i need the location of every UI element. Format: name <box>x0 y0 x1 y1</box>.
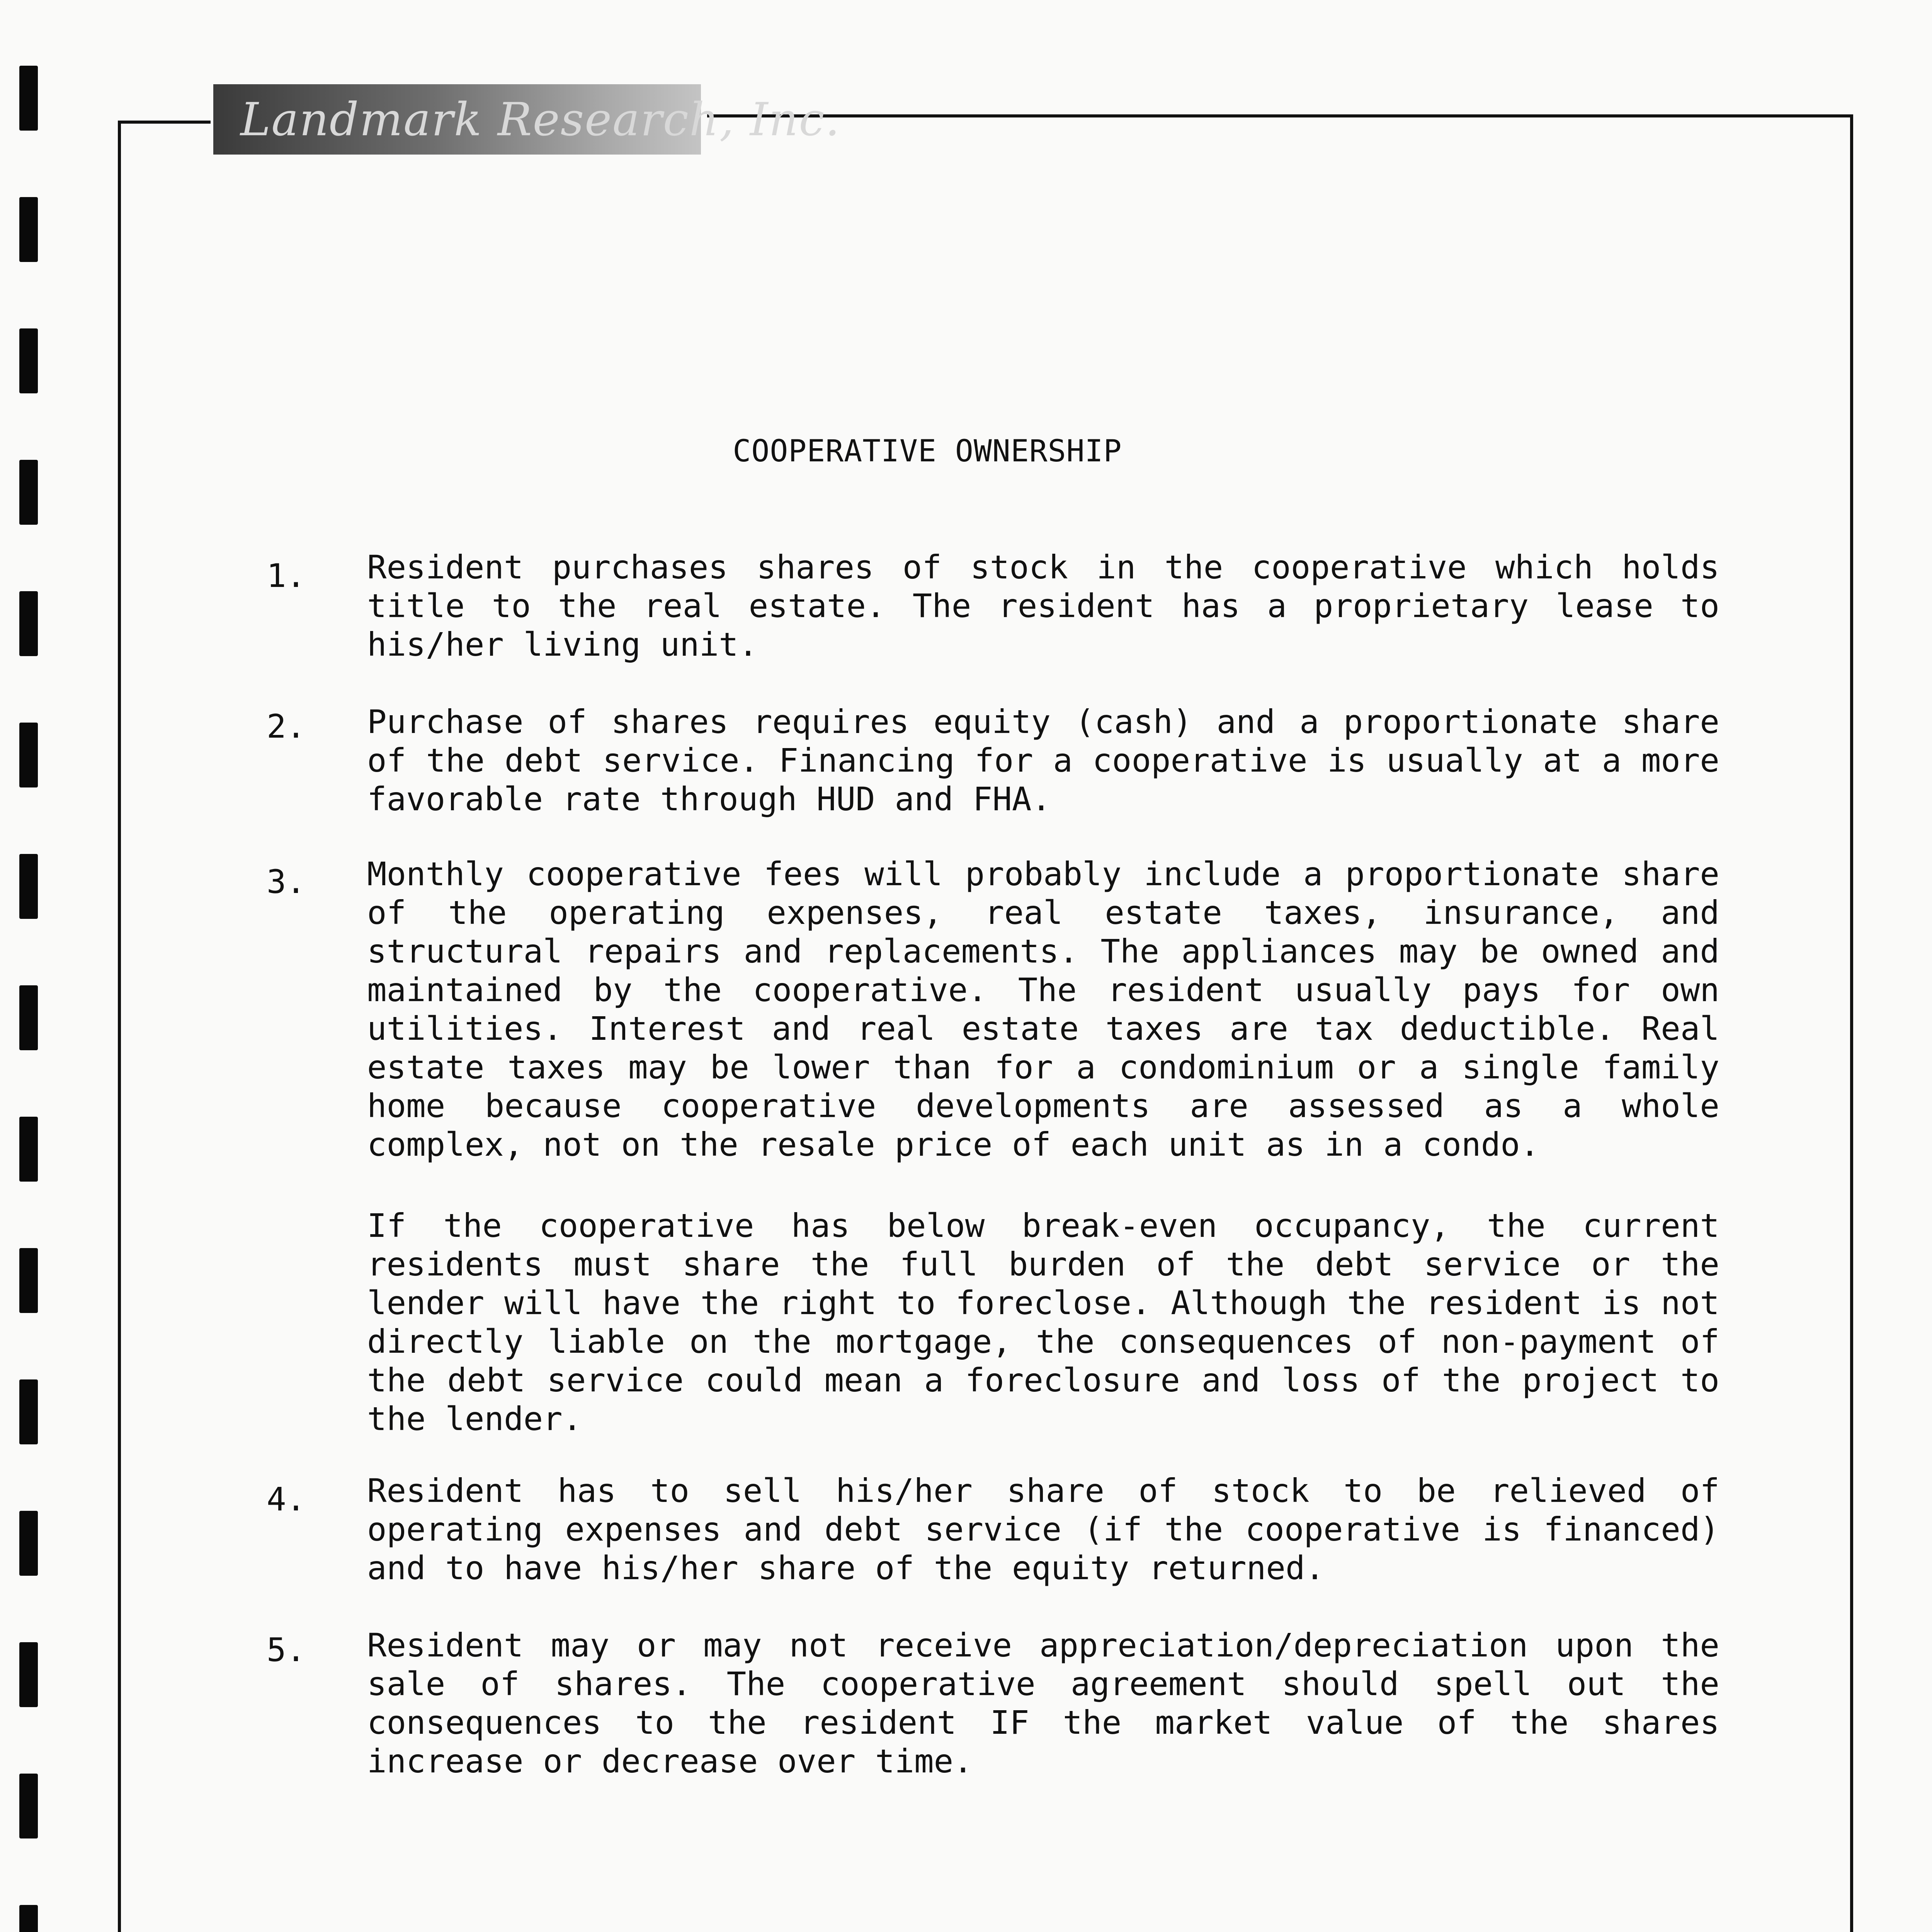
binder-hole-mark <box>19 1905 38 1932</box>
frame-border-top <box>707 114 1853 117</box>
binder-hole-mark <box>19 66 38 131</box>
frame-border-right <box>1850 114 1853 1932</box>
item-number: 5. <box>267 1631 306 1669</box>
company-logo <box>213 84 841 155</box>
binder-hole-mark <box>19 1774 38 1838</box>
binder-hole-mark <box>19 1117 38 1182</box>
item-text: Purchase of shares requires equity (cash) and a proportionate share of the debt service. Financing for a cooperative is usually at a more favorable rate through HUD and FHA. <box>367 703 1719 818</box>
binder-hole-mark <box>19 854 38 919</box>
item-text: Resident purchases shares of stock in the cooperative which holds title to the real estate. The resident has a proprietary lease to his/her living unit. <box>367 548 1719 663</box>
binder-hole-mark <box>19 723 38 787</box>
item-text: Resident has to sell his/her share of stock to be relieved of operating expenses and debt service (if the cooperative is financed) and to have his/her share of the equity returned. <box>367 1472 1719 1587</box>
item-number: 1. <box>267 557 306 595</box>
binder-hole-mark <box>19 1379 38 1444</box>
item-text: Monthly cooperative fees will probably include a proportionate share of the operating expenses, real estate taxes, insurance, and structural repairs and replacements. The appliances may be owned and maintained by the cooperative. The resident usually pays for own utilities. Interest and real estate taxes are tax deductible. Real estate taxes may be lower than for a condominium or a single family home because cooperative developments are assessed as a whole complex, not on the resale price of each unit as in a condo. <box>367 855 1719 1163</box>
item-number: 4. <box>267 1480 306 1518</box>
item-number: 3. <box>267 863 306 901</box>
binder-hole-mark <box>19 1511 38 1576</box>
item-number: 2. <box>267 707 306 745</box>
binder-hole-mark <box>19 1248 38 1313</box>
item-text: Resident may or may not receive appreciation/depreciation upon the sale of shares. The cooperative agreement should spell out the consequences to the resident IF the market value of the shares increase or decrease over time. <box>367 1626 1719 1780</box>
frame-border-left <box>118 121 121 1932</box>
binder-hole-mark <box>19 197 38 262</box>
frame-border-top <box>118 121 211 124</box>
page-title: COOPERATIVE OWNERSHIP <box>733 434 1122 469</box>
binder-hole-mark <box>19 328 38 393</box>
binder-hole-mark <box>19 985 38 1050</box>
binder-hole-mark <box>19 591 38 656</box>
item-continuation-text: If the cooperative has below break-even occupancy, the current residents must share the full burden of the debt service or the lender will have the right to foreclose. Although the resident is not directly liable on the mortgage, the consequences of non-payment of the debt service could mean a foreclosure and loss of the project to the lender. <box>367 1207 1719 1438</box>
company-logo-text: Landmark Research, Inc. <box>240 93 841 146</box>
binder-hole-mark <box>19 1642 38 1707</box>
